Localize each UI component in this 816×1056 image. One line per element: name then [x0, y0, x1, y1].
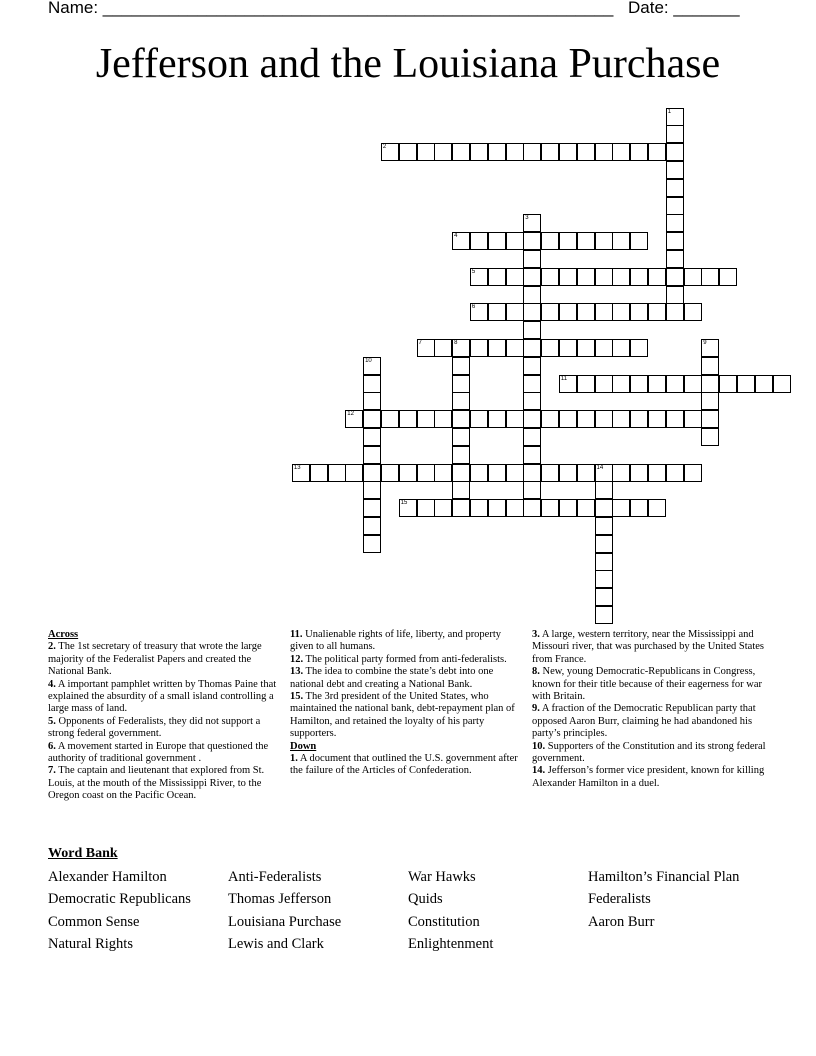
crossword-cell[interactable]	[630, 464, 648, 482]
crossword-cell[interactable]	[666, 375, 684, 393]
clue-text: A movement started in Europe that questioned the authority of traditional government .	[48, 740, 269, 765]
clue-item	[532, 666, 770, 703]
crossword-cell[interactable]	[666, 410, 684, 428]
crossword-cell[interactable]	[452, 339, 470, 357]
crossword-cell[interactable]	[470, 410, 488, 428]
crossword-cell[interactable]	[612, 464, 630, 482]
crossword-cell[interactable]	[523, 143, 541, 161]
crossword-cell[interactable]	[310, 464, 328, 482]
clue-item	[532, 703, 770, 740]
crossword-cell[interactable]	[630, 232, 648, 250]
crossword-cell[interactable]	[523, 268, 541, 286]
crossword-cell[interactable]	[666, 268, 684, 286]
crossword-cell[interactable]	[506, 410, 524, 428]
crossword-cell[interactable]	[612, 268, 630, 286]
crossword-cell[interactable]	[488, 232, 506, 250]
crossword-cell[interactable]	[506, 499, 524, 517]
word-bank-item: Democratic Republicans	[48, 891, 191, 907]
crossword-cell[interactable]	[488, 499, 506, 517]
crossword-cell[interactable]	[577, 499, 595, 517]
clue-number: 2.	[48, 641, 56, 653]
clue-number: 13	[293, 464, 301, 471]
crossword-cell[interactable]	[666, 125, 684, 143]
crossword-cell[interactable]	[559, 499, 577, 517]
clue-number: 6.	[48, 740, 56, 752]
word-bank-item: Anti-Federalists	[228, 869, 322, 885]
crossword-cell[interactable]	[417, 143, 435, 161]
word-bank-title: Word Bank	[48, 846, 118, 861]
crossword-cell[interactable]	[541, 499, 559, 517]
crossword-cell[interactable]	[523, 232, 541, 250]
crossword-cell[interactable]	[523, 214, 541, 232]
crossword-cell[interactable]	[363, 446, 381, 464]
clue-text: The idea to combine the state’s debt into one national debt and creating a National Bank.	[290, 666, 494, 690]
crossword-cell[interactable]	[595, 553, 613, 571]
crossword-cell[interactable]	[630, 303, 648, 321]
clue-item	[48, 679, 280, 716]
crossword-cell[interactable]	[399, 143, 417, 161]
clue-item	[48, 716, 280, 741]
crossword-cell[interactable]	[559, 303, 577, 321]
crossword-cell[interactable]	[292, 464, 310, 482]
clue-item	[290, 654, 526, 666]
crossword-cell[interactable]	[363, 392, 381, 410]
clue-text: Jefferson’s former vice president, known for killing Alexander Hamilton in a duel.	[532, 765, 765, 789]
crossword-cell[interactable]	[666, 161, 684, 179]
word-bank-item: Lewis and Clark	[228, 936, 324, 952]
clue-number: 1	[667, 108, 672, 115]
crossword-cell[interactable]	[595, 303, 613, 321]
clue-number: 9.	[532, 703, 540, 715]
word-bank-item: Natural Rights	[48, 936, 133, 952]
crossword-cell[interactable]	[434, 464, 452, 482]
crossword-cell[interactable]	[577, 303, 595, 321]
crossword-cell[interactable]	[559, 410, 577, 428]
crossword-cell[interactable]	[577, 410, 595, 428]
crossword-cell[interactable]	[452, 143, 470, 161]
crossword-cell[interactable]	[452, 446, 470, 464]
crossword-cell[interactable]	[470, 339, 488, 357]
crossword-cell[interactable]	[577, 232, 595, 250]
clues-column-3	[532, 629, 770, 790]
clue-item	[532, 765, 770, 790]
crossword-cell[interactable]	[612, 410, 630, 428]
clue-number: 15	[400, 500, 408, 507]
crossword-cell[interactable]	[630, 375, 648, 393]
crossword-cell[interactable]	[719, 268, 737, 286]
word-bank-item: Quids	[408, 891, 443, 907]
crossword-cell[interactable]	[523, 428, 541, 446]
word-bank-item: Alexander Hamilton	[48, 869, 167, 885]
crossword-cell[interactable]	[612, 143, 630, 161]
crossword-cell[interactable]	[363, 481, 381, 499]
crossword-cell[interactable]	[648, 303, 666, 321]
crossword-cell[interactable]	[755, 375, 773, 393]
crossword-cell[interactable]	[630, 339, 648, 357]
crossword-cell[interactable]	[595, 481, 613, 499]
clue-text: The captain and lieutenant that explored from St. Louis, at the mouth of the Mississippi River, to the Oregon coast on the Pacific Ocean.	[48, 765, 265, 802]
clue-number: 8	[454, 339, 458, 346]
crossword-cell[interactable]	[488, 339, 506, 357]
crossword-cell[interactable]	[452, 499, 470, 517]
crossword-cell[interactable]	[417, 339, 435, 357]
clue-text: A large, western territory, near the Mississippi and Missouri river, that was purchased by the United States from France.	[532, 629, 764, 665]
crossword-cell[interactable]	[666, 143, 684, 161]
crossword-cell[interactable]	[666, 250, 684, 268]
crossword-cell[interactable]	[773, 375, 791, 393]
clue-item	[48, 741, 280, 766]
crossword-cell[interactable]	[595, 588, 613, 606]
word-bank-item: Enlightenment	[408, 936, 494, 952]
crossword-cell[interactable]	[630, 410, 648, 428]
crossword-cell[interactable]	[470, 268, 488, 286]
crossword-cell[interactable]	[452, 428, 470, 446]
crossword-cell[interactable]	[648, 464, 666, 482]
crossword-cell[interactable]	[381, 143, 399, 161]
crossword-cell[interactable]	[345, 410, 363, 428]
crossword-cell[interactable]	[684, 375, 702, 393]
crossword-cell[interactable]	[612, 339, 630, 357]
clue-text: The political party formed from anti-federalists.	[303, 653, 507, 665]
crossword-cell[interactable]	[417, 499, 435, 517]
crossword-cell[interactable]	[666, 108, 684, 126]
crossword-cell[interactable]	[648, 410, 666, 428]
crossword-cell[interactable]	[595, 570, 613, 588]
crossword-cell[interactable]	[363, 517, 381, 535]
crossword-cell[interactable]	[434, 499, 452, 517]
crossword-cell[interactable]	[506, 143, 524, 161]
clue-text: A fraction of the Democratic Republican party that opposed Aaron Burr, claiming he had abandoned his party’s principles.	[532, 703, 756, 740]
crossword-cell[interactable]	[612, 303, 630, 321]
crossword-cell[interactable]	[363, 535, 381, 553]
crossword-cell[interactable]	[701, 339, 719, 357]
crossword-cell[interactable]	[559, 464, 577, 482]
crossword-cell[interactable]	[363, 410, 381, 428]
crossword-cell[interactable]	[470, 499, 488, 517]
clue-number: 12.	[290, 653, 304, 665]
crossword-cell[interactable]	[648, 143, 666, 161]
clue-text: Supporters of the Constitution and its strong federal government.	[532, 740, 766, 765]
crossword-cell[interactable]	[488, 303, 506, 321]
crossword-cell[interactable]	[523, 446, 541, 464]
crossword-cell[interactable]	[577, 143, 595, 161]
crossword-cell[interactable]	[630, 268, 648, 286]
word-bank-item: Louisiana Purchase	[228, 914, 342, 930]
crossword-cell[interactable]	[541, 410, 559, 428]
name-field[interactable]: Name: ______________________________________________________	[48, 0, 614, 17]
crossword-cell[interactable]	[666, 286, 684, 304]
clue-number: 11	[560, 375, 568, 382]
crossword-cell[interactable]	[559, 339, 577, 357]
crossword-cell[interactable]	[701, 428, 719, 446]
crossword-cell[interactable]	[523, 375, 541, 393]
crossword-cell[interactable]	[595, 143, 613, 161]
crossword-cell[interactable]	[684, 464, 702, 482]
crossword-cell[interactable]	[328, 464, 346, 482]
clue-number: 14	[596, 464, 604, 471]
across-heading: Across	[48, 629, 79, 640]
crossword-cell[interactable]	[470, 303, 488, 321]
crossword-cell[interactable]	[577, 375, 595, 393]
clue-number: 5	[471, 268, 476, 275]
crossword-cell[interactable]	[488, 143, 506, 161]
clue-item	[532, 629, 770, 666]
crossword-cell[interactable]	[523, 250, 541, 268]
crossword-cell[interactable]	[452, 232, 470, 250]
crossword-cell[interactable]	[541, 268, 559, 286]
crossword-cell[interactable]	[523, 464, 541, 482]
crossword-cell[interactable]	[684, 410, 702, 428]
crossword-cell[interactable]	[470, 464, 488, 482]
crossword-cell[interactable]	[719, 375, 737, 393]
crossword-cell[interactable]	[595, 464, 613, 482]
crossword-cell[interactable]	[595, 375, 613, 393]
crossword-cell[interactable]	[345, 464, 363, 482]
crossword-cell[interactable]	[523, 499, 541, 517]
crossword-cell[interactable]	[363, 357, 381, 375]
crossword-cell[interactable]	[630, 499, 648, 517]
clue-text: Opponents of Federalists, they did not support a strong federal government.	[48, 715, 261, 740]
clue-number: 9	[703, 339, 707, 346]
crossword-cell[interactable]	[452, 392, 470, 410]
clue-number: 5.	[48, 715, 56, 727]
crossword-cell[interactable]	[452, 464, 470, 482]
crossword-cell[interactable]	[381, 410, 399, 428]
crossword-cell[interactable]	[506, 303, 524, 321]
crossword-cell[interactable]	[666, 179, 684, 197]
crossword-cell[interactable]	[559, 375, 577, 393]
clue-number: 15.	[290, 691, 304, 703]
clue-number: 2	[382, 144, 387, 151]
crossword-cell[interactable]	[506, 268, 524, 286]
clue-number: 3.	[532, 629, 540, 640]
crossword-cell[interactable]	[470, 143, 488, 161]
clue-number: 4	[454, 233, 458, 240]
crossword-cell[interactable]	[452, 481, 470, 499]
clue-item	[290, 629, 526, 654]
clue-item	[290, 666, 526, 691]
crossword-cell[interactable]	[363, 499, 381, 517]
crossword-cell[interactable]	[363, 464, 381, 482]
crossword-cell[interactable]	[666, 197, 684, 215]
crossword-cell[interactable]	[666, 303, 684, 321]
crossword-cell[interactable]	[684, 303, 702, 321]
word-bank-item: Hamilton’s Financial Plan	[588, 869, 740, 885]
crossword-cell[interactable]	[595, 232, 613, 250]
crossword-cell[interactable]	[666, 214, 684, 232]
crossword-cell[interactable]	[523, 481, 541, 499]
clue-number: 4.	[48, 678, 56, 690]
crossword-cell[interactable]	[612, 499, 630, 517]
crossword-cell[interactable]	[595, 410, 613, 428]
crossword-cell[interactable]	[506, 464, 524, 482]
crossword-cell[interactable]	[523, 286, 541, 304]
crossword-cell[interactable]	[648, 375, 666, 393]
clue-text: The 3rd president of the United States, who maintained the national bank, debt-repayment plan of Hamilton, and retained the loyalty of his party supporters.	[290, 691, 515, 740]
clue-item	[48, 765, 280, 802]
crossword-cell[interactable]	[559, 232, 577, 250]
clue-number: 1.	[290, 753, 298, 765]
clue-text: A document that outlined the U.S. government after the failure of the Articles of Confederation.	[290, 753, 518, 777]
crossword-cell[interactable]	[559, 143, 577, 161]
crossword-cell[interactable]	[595, 535, 613, 553]
clue-item	[290, 691, 526, 741]
crossword-cell[interactable]	[701, 375, 719, 393]
crossword-cell[interactable]	[595, 517, 613, 535]
crossword-cell[interactable]	[666, 464, 684, 482]
crossword-cell[interactable]	[488, 464, 506, 482]
clue-text: A important pamphlet written by Thomas Paine that explained the absurdity of a small island controlling a large mass of land.	[48, 678, 277, 715]
crossword-cell[interactable]	[470, 232, 488, 250]
crossword-cell[interactable]	[541, 339, 559, 357]
crossword-cell[interactable]	[666, 232, 684, 250]
clues-column-2	[290, 629, 526, 778]
crossword-cell[interactable]	[701, 268, 719, 286]
crossword-cell[interactable]	[381, 464, 399, 482]
crossword-cell[interactable]	[488, 268, 506, 286]
clue-number: 7	[418, 339, 422, 346]
crossword-cell[interactable]	[577, 268, 595, 286]
page-title: Jefferson and the Louisiana Purchase	[95, 41, 721, 87]
clue-number: 3	[525, 215, 529, 222]
crossword-cell[interactable]	[737, 375, 755, 393]
crossword-cell[interactable]	[648, 499, 666, 517]
clue-number: 12	[347, 411, 354, 418]
clue-number: 10.	[532, 740, 546, 752]
down-heading: Down	[290, 740, 317, 752]
crossword-cell[interactable]	[399, 499, 417, 517]
crossword-cell[interactable]	[559, 268, 577, 286]
crossword-cell[interactable]	[399, 410, 417, 428]
crossword-cell[interactable]	[434, 143, 452, 161]
clue-item	[48, 641, 280, 678]
crossword-cell[interactable]	[595, 606, 613, 624]
word-bank-item: War Hawks	[408, 869, 476, 885]
crossword-cell[interactable]	[630, 143, 648, 161]
clue-number: 8.	[532, 666, 540, 678]
crossword-cell[interactable]	[701, 392, 719, 410]
crossword-cell[interactable]	[523, 357, 541, 375]
crossword-cell[interactable]	[434, 410, 452, 428]
crossword-cell[interactable]	[452, 375, 470, 393]
clue-number: 11.	[290, 629, 303, 640]
crossword-cell[interactable]	[577, 464, 595, 482]
clue-number: 13.	[290, 666, 304, 678]
crossword-cell[interactable]	[648, 268, 666, 286]
word-bank-item: Thomas Jefferson	[228, 891, 332, 907]
date-field[interactable]: Date: _______	[628, 0, 740, 17]
crossword-cell[interactable]	[595, 499, 613, 517]
crossword-cell[interactable]	[701, 357, 719, 375]
crossword-cell[interactable]	[523, 321, 541, 339]
clue-number: 6	[471, 304, 476, 311]
crossword-cell[interactable]	[684, 268, 702, 286]
clue-text: Unalienable rights of life, liberty, and property given to all humans.	[290, 629, 502, 653]
crossword-cell[interactable]	[488, 410, 506, 428]
clue-number: 7.	[48, 765, 56, 777]
clue-text: The 1st secretary of treasury that wrote the large majority of the Federalist Papers and created the National Bank.	[48, 641, 262, 678]
word-bank-item: Aaron Burr	[588, 914, 655, 930]
crossword-cell[interactable]	[541, 143, 559, 161]
clue-text: New, young Democratic-Republicans in Congress, known for their title because of their eagerness for war with Britain.	[532, 666, 763, 703]
crossword-cell[interactable]	[612, 232, 630, 250]
crossword-cell[interactable]	[434, 339, 452, 357]
crossword-cell[interactable]	[612, 375, 630, 393]
crossword-cell[interactable]	[506, 339, 524, 357]
crossword-cell[interactable]	[595, 268, 613, 286]
clue-number: 10	[365, 357, 372, 364]
crossword-cell[interactable]	[523, 410, 541, 428]
crossword-cell[interactable]	[577, 339, 595, 357]
clue-item	[290, 753, 526, 778]
crossword-cell[interactable]	[363, 428, 381, 446]
crossword-cell[interactable]	[701, 410, 719, 428]
crossword-cell[interactable]	[541, 464, 559, 482]
crossword-cell[interactable]	[452, 410, 470, 428]
clues-column-1	[48, 629, 280, 803]
clue-item	[532, 741, 770, 766]
crossword-cell[interactable]	[541, 232, 559, 250]
crossword-cell[interactable]	[523, 392, 541, 410]
word-bank-item: Federalists	[588, 891, 651, 907]
crossword-cell[interactable]	[523, 339, 541, 357]
clue-number: 14.	[532, 765, 546, 777]
crossword-cell[interactable]	[595, 339, 613, 357]
word-bank-item: Constitution	[408, 914, 480, 930]
crossword-cell[interactable]	[363, 375, 381, 393]
crossword-cell[interactable]	[417, 464, 435, 482]
crossword-cell[interactable]	[399, 464, 417, 482]
crossword-cell[interactable]	[523, 303, 541, 321]
crossword-cell[interactable]	[452, 357, 470, 375]
crossword-cell[interactable]	[506, 232, 524, 250]
crossword-cell[interactable]	[417, 410, 435, 428]
word-bank-item: Common Sense	[48, 914, 140, 930]
crossword-cell[interactable]	[541, 303, 559, 321]
